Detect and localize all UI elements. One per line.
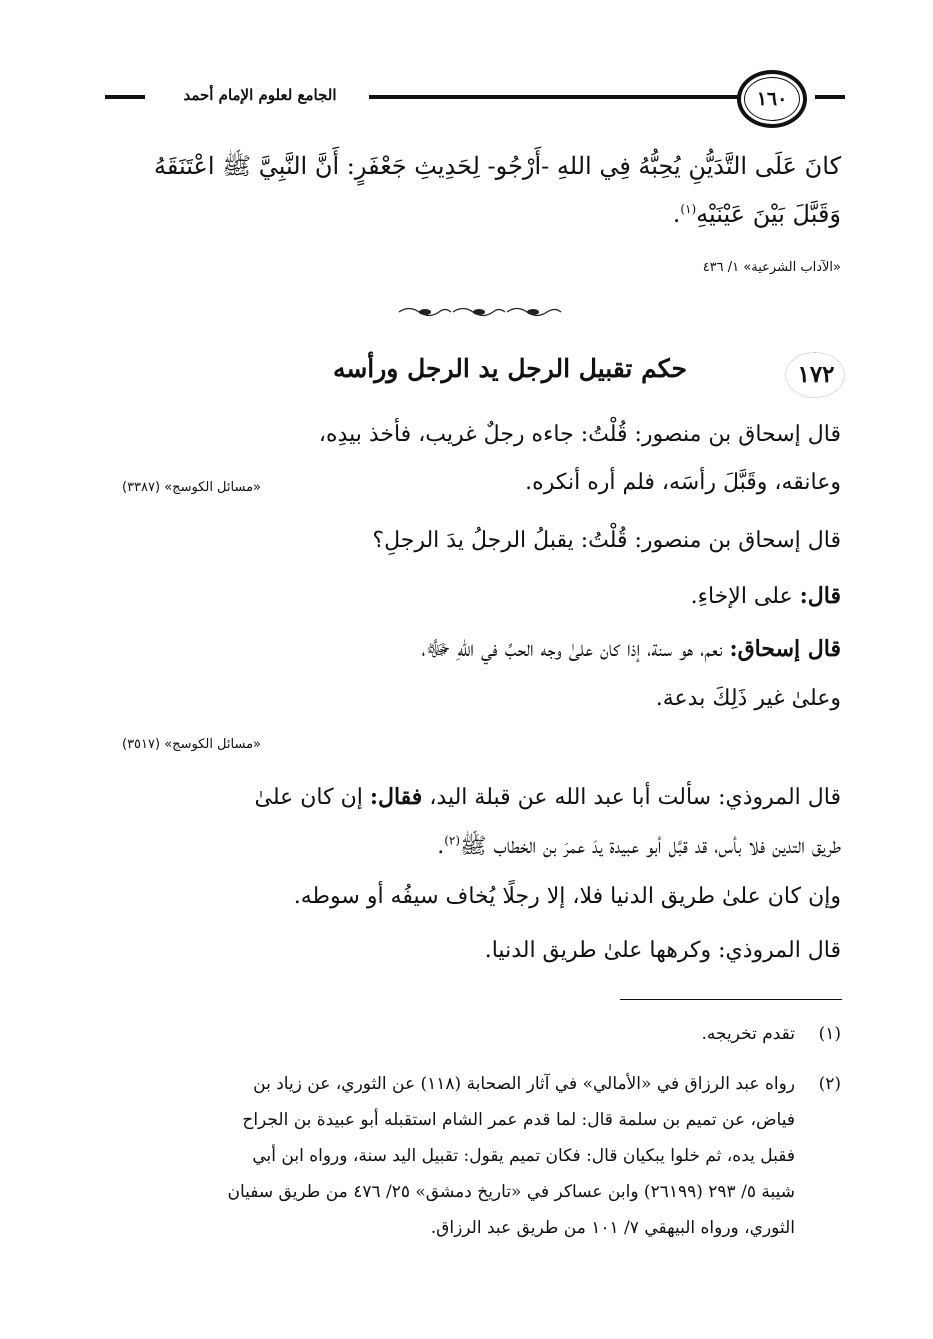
paragraph-5-line-1-b: إن كان علىٰ — [254, 785, 370, 810]
footnote-1 — [91, 1018, 841, 1050]
paragraph-4-label: قال إسحاق: — [729, 636, 841, 662]
intro-reference: «الآداب الشرعية» ١/ ٤٣٦ — [702, 260, 841, 275]
running-header — [95, 68, 845, 134]
section-title: حكم تقبيل الرجل يد الرجل ورأسه — [332, 354, 687, 383]
footnote-2-line-2: فياض، عن تميم بن سلمة قال: لما قدم عمر الشام استقبله أبو عبيدة بن الجراح — [242, 1110, 795, 1130]
intro-line-1: كانَ عَلَى التَّدَيُّنِ يُحِبُّهُ فِي اللهِ -أَرْجُو- لِحَدِيثِ جَعْفَرٍ: أَنَّ النَّبِيَّ ﷺ اعْتَنَقَهُ — [154, 152, 841, 180]
ornament-divider-icon — [395, 304, 565, 320]
header-rule-left — [105, 95, 145, 99]
footnote-2-line-1: رواه عبد الرزاق في «الأمالي» في آثار الصحابة (١١٨) عن الثوري، عن زياد بن — [253, 1074, 795, 1094]
header-rule-right — [815, 95, 845, 99]
paragraph-2: قال إسحاق بن منصور: قُلْتُ: يقبلُ الرجلُ يدَ الرجلِ؟ — [372, 528, 841, 553]
paragraph-4-line-2: وعلىٰ غير ذَلِكَ بدعة. — [655, 686, 841, 711]
paragraph-5-line-3: وإن كان علىٰ طريق الدنيا فلا، إلا رجلًا يُخاف سيفُه أو سوطه. — [293, 884, 841, 909]
intro-line-2 — [91, 192, 841, 236]
paragraph-5-line-1 — [91, 776, 841, 819]
footnote-2-line-5: الثوري، ورواه البيهقي ٧/ ١٠١ من طريق عبد الرزاق. — [430, 1218, 795, 1238]
footnote-marker-2[interactable]: (٢) — [444, 833, 461, 848]
paragraph-5-line-2-end: . — [437, 834, 445, 859]
paragraph-3-label: قال: — [799, 583, 841, 609]
paragraph-4-reference: «مسائل الكوسج» (٣٥١٧) — [122, 737, 261, 752]
paragraph-1-line-2: وعانقه، وقَبَّلَ رأسَه، فلم أره أنكره. — [525, 470, 841, 495]
paragraph-5-line-1-a: قال المروذي: سألت أبا عبد الله عن قبلة اليد، — [422, 785, 841, 810]
header-rule-middle — [369, 95, 759, 99]
section-number: ١٧٢ — [797, 361, 835, 388]
paragraph-5-line-2-text: طريق التدين فلا بأس، قد قبَّل أبو عبيدة يدَ عمرَ بن الخطاب ﷺ — [460, 834, 841, 859]
page-number-badge: ١٦٠ — [737, 70, 807, 128]
paragraph-3-text: على الإخاءِ. — [690, 584, 800, 609]
footnote-2 — [91, 1068, 841, 1100]
footnote-1-number: (١) — [818, 1024, 841, 1044]
paragraph-5-line-2 — [91, 826, 841, 868]
intro-line-2-text: وَقَبَّلَ بَيْنَ عَيْنَيْهِ — [696, 200, 841, 228]
footnote-separator — [620, 999, 842, 1000]
paragraph-1-reference: «مسائل الكوسج» (٣٣٨٧) — [122, 480, 261, 495]
paragraph-3 — [91, 575, 841, 618]
footnote-2-line-4: شيبة ٥/ ٢٩٣ (٢٦١٩٩) وابن عساكر في «تاريخ دمشق» ٢٥/ ٤٧٦ من طريق سفيان — [227, 1182, 795, 1202]
intro-line-2-end: . — [672, 200, 681, 228]
paragraph-1-line-1: قال إسحاق بن منصور: قُلْتُ: جاءه رجلٌ غريب، فأخذ بيدِه، — [318, 422, 841, 447]
book-title: الجامع لعلوم الإمام أحمد — [183, 86, 337, 104]
footnote-2-number: (٢) — [818, 1074, 841, 1094]
paragraph-5-label: فقال: — [369, 784, 423, 810]
footnote-2-line-3: فقبل يده، ثم خلوا يبكيان قال: فكان تميم يقول: تقبيل اليد سنة، ورواه ابن أبي — [252, 1146, 795, 1166]
paragraph-6: قال المروذي: وكرهها علىٰ طريق الدنيا. — [484, 938, 841, 963]
paragraph-4-line-1 — [91, 628, 841, 671]
paragraph-4-line-1-text: نعم، هو سنة، إذا كان علىٰ وجه الحبِّ في اللهِ ﷻ، — [421, 637, 730, 662]
footnote-marker-1[interactable]: (١) — [680, 202, 697, 216]
footnote-1-text: تقدم تخريجه. — [701, 1024, 795, 1044]
